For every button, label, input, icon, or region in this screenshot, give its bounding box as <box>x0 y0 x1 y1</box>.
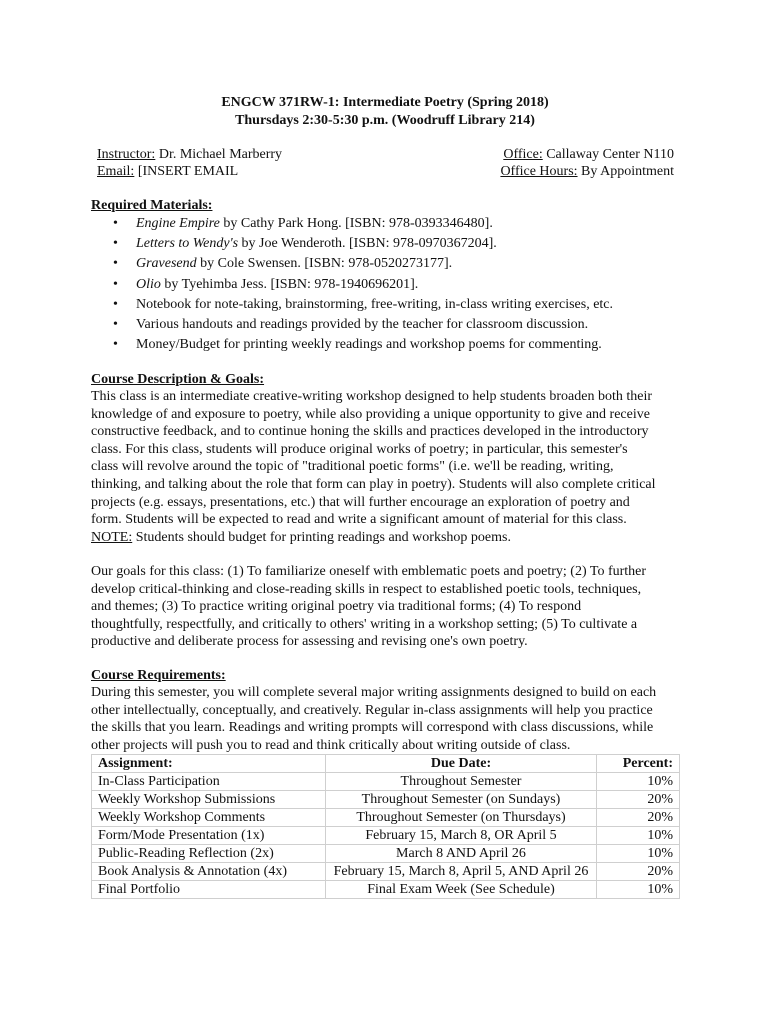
header-due-date: Due Date: <box>326 755 597 773</box>
item-text: by Cathy Park Hong. [ISBN: 978-0393346480]. <box>219 216 493 231</box>
text-line: Our goals for this class: (1) To familiarize oneself with emblematic poets and poetry; (2) To further <box>91 564 647 579</box>
assignment-cell: Public-Reading Reflection (2x) <box>92 845 326 863</box>
list-item <box>91 214 691 234</box>
assignment-cell: Form/Mode Presentation (1x) <box>92 827 326 845</box>
email-value: [INSERT EMAIL <box>134 164 239 179</box>
requirements-paragraph <box>91 684 681 754</box>
contact-row-1 <box>97 146 674 164</box>
text-line: productive and deliberate process for assessing and revising one's own poetry. <box>91 634 528 650</box>
text-line: other intellectually, conceptually, and creatively. Regular in-class assignments will help you practice <box>91 702 653 718</box>
text-line: During this semester, you will complete several major writing assignments designed to build on each <box>91 685 657 700</box>
list-item <box>91 254 691 274</box>
percent-cell: 20% <box>597 809 680 827</box>
email-label: Email: <box>97 164 135 179</box>
due-date-cell: February 15, March 8, April 5, AND April 26 <box>326 863 597 881</box>
materials-list <box>91 214 691 355</box>
due-date-cell: February 15, March 8, OR April 5 <box>326 827 597 845</box>
text-line: thoughtfully, respectfully, and critically to others' writing in a workshop setting; (5) To cultivate a <box>91 616 638 632</box>
text-line: develop critical-thinking and close-reading skills in respect to established poetic tools, techniques, <box>91 581 642 597</box>
bullet-icon: • <box>113 216 118 231</box>
list-item <box>91 315 691 335</box>
materials-heading: Required Materials: <box>91 198 213 213</box>
text-line: the skills that you learn. Readings and writing prompts will correspond with class discussions, while <box>91 720 654 736</box>
percent-cell: 10% <box>597 773 680 791</box>
due-date-cell: Throughout Semester (on Thursdays) <box>326 809 597 827</box>
text-line: thinking, and talking about the role that form can play in poetry). Students will also complete critical <box>91 476 656 492</box>
list-item <box>91 275 691 295</box>
bullet-icon: • <box>113 236 118 252</box>
percent-cell: 10% <box>597 827 680 845</box>
text-line: other projects will push you to read and think critically about writing outside of class. <box>91 737 571 753</box>
table-row <box>92 773 680 791</box>
table-row <box>92 809 680 827</box>
note-label: NOTE: <box>91 529 133 545</box>
percent-cell: 20% <box>597 791 680 809</box>
list-item <box>91 295 691 315</box>
item-text: by Joe Wenderoth. [ISBN: 978-0970367204]. <box>238 236 497 252</box>
bullet-icon: • <box>113 316 118 332</box>
table-row <box>92 881 680 899</box>
due-date-cell: Throughout Semester <box>326 773 597 791</box>
description-paragraph <box>91 388 681 546</box>
book-title: Olio <box>136 276 161 292</box>
bullet-icon: • <box>113 296 118 312</box>
instructor-value: Dr. Michael Marberry <box>155 147 283 162</box>
course-schedule: Thursdays 2:30-5:30 p.m. (Woodruff Library 214) <box>235 113 535 128</box>
text-line: form. Students will be expected to read and write a significant amount of material for this class. <box>91 512 627 528</box>
due-date-cell: Final Exam Week (See Schedule) <box>326 881 597 899</box>
table-header-row <box>92 755 680 773</box>
goals-paragraph <box>91 563 681 651</box>
requirements-heading: Course Requirements: <box>91 668 226 683</box>
description-heading: Course Description & Goals: <box>91 372 265 387</box>
email-info <box>97 163 238 181</box>
item-text: by Tyehimba Jess. [ISBN: 978-1940696201]. <box>160 276 419 292</box>
course-title: ENGCW 371RW-1: Intermediate Poetry (Spring 2018) <box>221 95 549 110</box>
note-line <box>91 529 681 547</box>
percent-cell: 10% <box>597 881 680 899</box>
table-row <box>92 791 680 809</box>
percent-cell: 20% <box>597 863 680 881</box>
assignment-cell: Weekly Workshop Comments <box>92 809 326 827</box>
bullet-icon: • <box>113 337 118 353</box>
book-title: Letters to Wendy's <box>136 236 239 252</box>
office-hours-label: Office Hours: <box>500 164 578 179</box>
text-line: and themes; (3) To practice writing original poetry via traditional forms; (4) To respond <box>91 599 582 615</box>
table-row <box>92 863 680 881</box>
office-hours-info <box>500 163 674 181</box>
note-text: Students should budget for printing readings and workshop poems. <box>132 529 511 545</box>
header-assignment: Assignment: <box>92 755 326 773</box>
assignment-cell: Final Portfolio <box>92 881 326 899</box>
office-value: Callaway Center N110 <box>542 147 674 162</box>
assignments-table <box>91 754 680 899</box>
book-title: Engine Empire <box>136 216 220 231</box>
contact-row-2 <box>97 163 674 181</box>
text-line: constructive feedback, and to continue honing the skills and practices developed in the introductory <box>91 424 649 440</box>
header-percent: Percent: <box>597 755 680 773</box>
assignment-cell: Book Analysis & Annotation (4x) <box>92 863 326 881</box>
bullet-icon: • <box>113 276 118 292</box>
office-label: Office: <box>503 147 543 162</box>
list-item <box>91 335 691 355</box>
due-date-cell: Throughout Semester (on Sundays) <box>326 791 597 809</box>
text-line: class will revolve around the topic of "traditional poetic forms" (i.e. we'll be reading, writing, <box>91 459 614 475</box>
item-text: Various handouts and readings provided by the teacher for classroom discussion. <box>136 316 589 332</box>
percent-cell: 10% <box>597 845 680 863</box>
instructor-label: Instructor: <box>97 147 156 162</box>
table-row <box>92 827 680 845</box>
due-date-cell: March 8 AND April 26 <box>326 845 597 863</box>
list-item <box>91 234 691 254</box>
text-line: projects (e.g. essays, presentations, etc.) that will further encourage an exploration of poetry and <box>91 494 630 510</box>
item-text: by Cole Swensen. [ISBN: 978-0520273177]. <box>196 256 453 272</box>
office-hours-value: By Appointment <box>577 164 674 179</box>
book-title: Gravesend <box>136 256 197 272</box>
table-row <box>92 845 680 863</box>
office-info <box>503 146 674 164</box>
text-line: This class is an intermediate creative-writing workshop designed to help students broaden both their <box>91 389 653 404</box>
instructor-info <box>97 146 282 164</box>
assignment-cell: In-Class Participation <box>92 773 326 791</box>
item-text: Money/Budget for printing weekly readings and workshop poems for commenting. <box>136 337 602 353</box>
bullet-icon: • <box>113 256 118 272</box>
item-text: Notebook for note-taking, brainstorming, free-writing, in-class writing exercises, etc. <box>136 296 614 312</box>
assignment-cell: Weekly Workshop Submissions <box>92 791 326 809</box>
text-line: class. For this class, students will produce original works of poetry; in particular, this semester's <box>91 441 628 457</box>
text-line: knowledge of and exposure to poetry, while also providing a unique opportunity to give and receive <box>91 406 650 422</box>
